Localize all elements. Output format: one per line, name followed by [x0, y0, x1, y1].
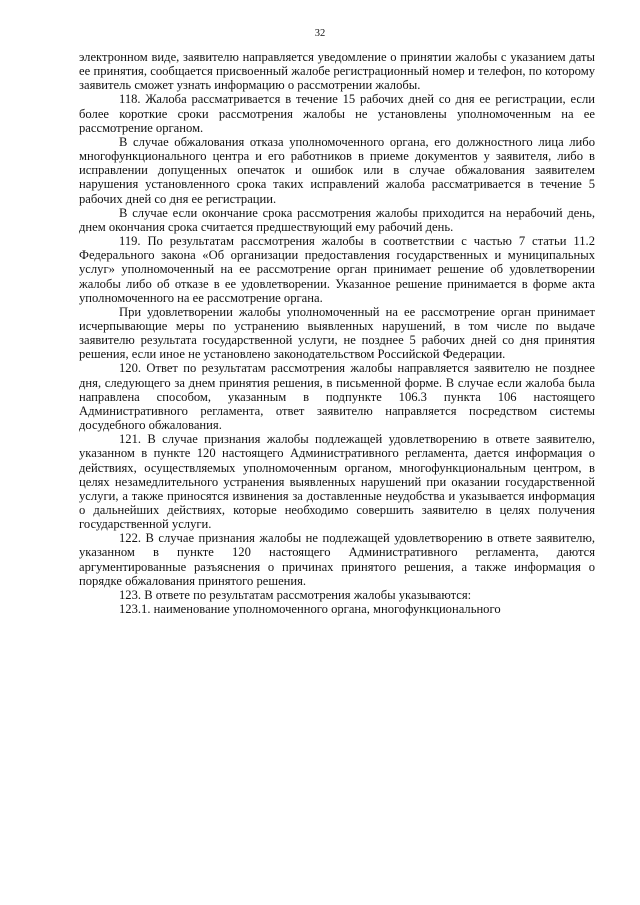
paragraph-118-appeal-refusal: В случае обжалования отказа уполномоченного органа, его должностного лица либо многофункционального центра и его работников в приеме документов у заявителя, либо в исправлении допущенных опечаток и ошибок или в случае обжалования заявителем нарушения установленного срока таких исправлений жалоба рассматривается в течение 5 рабочих дней со дня ее регистрации.	[79, 134, 595, 206]
document-body	[79, 50, 595, 616]
paragraph-118-non-working-day: В случае если окончание срока рассмотрения жалобы приходится на нерабочий день, днем окончания срока считается предшествующий ему рабочий день.	[79, 205, 595, 234]
paragraph-119: 119. По результатам рассмотрения жалобы в соответствии с частью 7 статьи 11.2 Федерального закона «Об организации предоставления государственных и муниципальных услуг» уполномоченный на ее рассмотрение орган принимает решение об удовлетворении жалобы либо об отказе в ее удовлетворении. Указанное решение принимается в форме акта уполномоченного на ее рассмотрение органа.	[79, 234, 595, 305]
paragraph-122: 122. В случае признания жалобы не подлежащей удовлетворению в ответе заявителю, указанном в пункте 120 настоящего Административного регламента, даются аргументированные разъяснения о причинах принятого решения, а также информация о порядке обжалования принятого решения.	[79, 531, 595, 588]
paragraph-121: 121. В случае признания жалобы подлежащей удовлетворению в ответе заявителю, указанном в пункте 120 настоящего Административного регламента, дается информация о действиях, осуществляемых уполномоченным органом, многофункциональным центром, в целях незамедлительного устранения выявленных нарушений при оказании государственной услуги, а также приносятся извинения за доставленные неудобства и указывается информация о дальнейших действиях, которые необходимо совершить заявителю в целях получения государственной услуги.	[79, 432, 595, 532]
paragraph-118: 118. Жалоба рассматривается в течение 15 рабочих дней со дня ее регистрации, если более короткие сроки рассмотрения жалобы не установлены уполномоченным на ее рассмотрение органом.	[79, 92, 595, 135]
paragraph-123: 123. В ответе по результатам рассмотрения жалобы указываются:	[119, 587, 472, 602]
paragraph-continuation: электронном виде, заявителю направляется уведомление о принятии жалобы с указанием даты ее принятия, сообщается присвоенный жалобе регистрационный номер и телефон, по которому заявитель сможет узнать информацию о рассмотрении жалобы.	[79, 50, 595, 93]
paragraph-119-satisfaction: При удовлетворении жалобы уполномоченный на ее рассмотрение орган принимает исчерпывающие меры по устранению выявленных нарушений, в том числе по выдаче заявителю результата государственной услуги, не позднее 5 рабочих дней со дня принятия решения, если иное не установлено законодательством Российской Федерации.	[79, 304, 595, 362]
paragraph-120: 120. Ответ по результатам рассмотрения жалобы направляется заявителю не позднее дня, следующего за днем принятия решения, в письменной форме. В случае если жалоба была направлена способом, указанным в подпункте 106.3 пункта 106 настоящего Административного регламента, ответ заявителю направляется посредством системы досудебного обжалования.	[79, 361, 595, 433]
page-number: 32	[314, 28, 326, 39]
paragraph-123-1: 123.1. наименование уполномоченного органа, многофункционального	[119, 602, 501, 617]
